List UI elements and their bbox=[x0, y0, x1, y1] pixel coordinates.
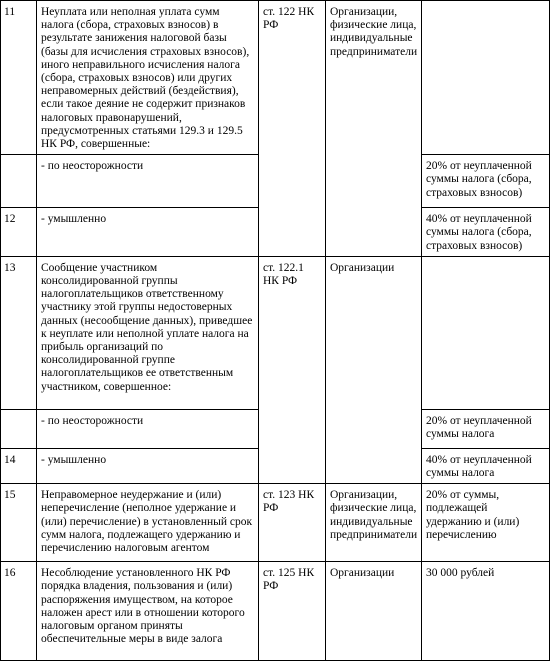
penalty-amount: 40% от неуплаченной суммы налога bbox=[422, 448, 550, 483]
row-number bbox=[1, 409, 37, 448]
table-row bbox=[1, 484, 550, 562]
article-reference: ст. 123 НК РФ bbox=[259, 484, 326, 562]
violation-description: - умышленно bbox=[37, 208, 259, 257]
article-reference: ст. 122 НК РФ bbox=[259, 1, 326, 257]
penalty-amount: 20% от неуплаченной суммы налога (сбора, страховых взносов) bbox=[422, 155, 550, 208]
penalty-amount bbox=[422, 1, 550, 155]
row-number: 13 bbox=[1, 256, 37, 409]
row-number: 16 bbox=[1, 562, 37, 661]
violation-description: Сообщение участником консолидированной группы налогоплательщиков ответственному участнику этой группы недостоверных данных (несообщение данных), приведшее к неуплате или неполной уплате налога на прибыль организаций по консолидированной группе налогоплательщиков ее ответственным участником, совершенное: bbox=[37, 256, 259, 409]
violation-description: Неправомерное неудержание и (или) неперечисление (неполное удержание и (или) перечисление) в установленный срок сумм налога, подлежащего удержанию и перечислению налоговым агентом bbox=[37, 484, 259, 562]
liable-subjects: Организации bbox=[326, 562, 422, 661]
penalty-amount: 40% от неуплаченной суммы налога (сбора, страховых взносов) bbox=[422, 208, 550, 257]
liable-subjects: Организации, физические лица, индивидуальные предприниматели bbox=[326, 484, 422, 562]
violation-description: Неуплата или неполная уплата сумм налога (сбора, страховых взносов) в результате занижения налоговой базы (базы для исчисления страховых взносов), иного неправильного исчисления налога (сбора, страховых взносов) или других неправомерных действий (бездействия), если такое деяние не содержит признаков налоговых правонарушений, предусмотренных статьями 129.3 и 129.5 НК РФ, совершенные: bbox=[37, 1, 259, 155]
table-row bbox=[1, 256, 550, 409]
penalty-amount: 30 000 рублей bbox=[422, 562, 550, 661]
penalty-amount: 20% от неуплаченной суммы налога bbox=[422, 409, 550, 448]
table-row bbox=[1, 1, 550, 155]
row-number: 12 bbox=[1, 208, 37, 257]
violation-description: Несоблюдение установленного НК РФ порядка владения, пользования и (или) распоряжения имуществом, на которое наложен арест или в отношении которого налоговым органом приняты обеспечительные меры в виде залога bbox=[37, 562, 259, 661]
article-reference: ст. 122.1 НК РФ bbox=[259, 256, 326, 483]
row-number: 11 bbox=[1, 1, 37, 155]
liable-subjects: Организации bbox=[326, 256, 422, 483]
row-number: 15 bbox=[1, 484, 37, 562]
article-reference: ст. 125 НК РФ bbox=[259, 562, 326, 661]
violation-description: - по неосторожности bbox=[37, 155, 259, 208]
row-number bbox=[1, 155, 37, 208]
violation-description: - умышленно bbox=[37, 448, 259, 483]
table-row bbox=[1, 562, 550, 661]
liable-subjects: Организации, физические лица, индивидуальные предприниматели bbox=[326, 1, 422, 257]
penalty-amount: 20% от суммы, подлежащей удержанию и (или) перечислению bbox=[422, 484, 550, 562]
row-number: 14 bbox=[1, 448, 37, 483]
penalty-amount bbox=[422, 256, 550, 409]
violation-description: - по неосторожности bbox=[37, 409, 259, 448]
